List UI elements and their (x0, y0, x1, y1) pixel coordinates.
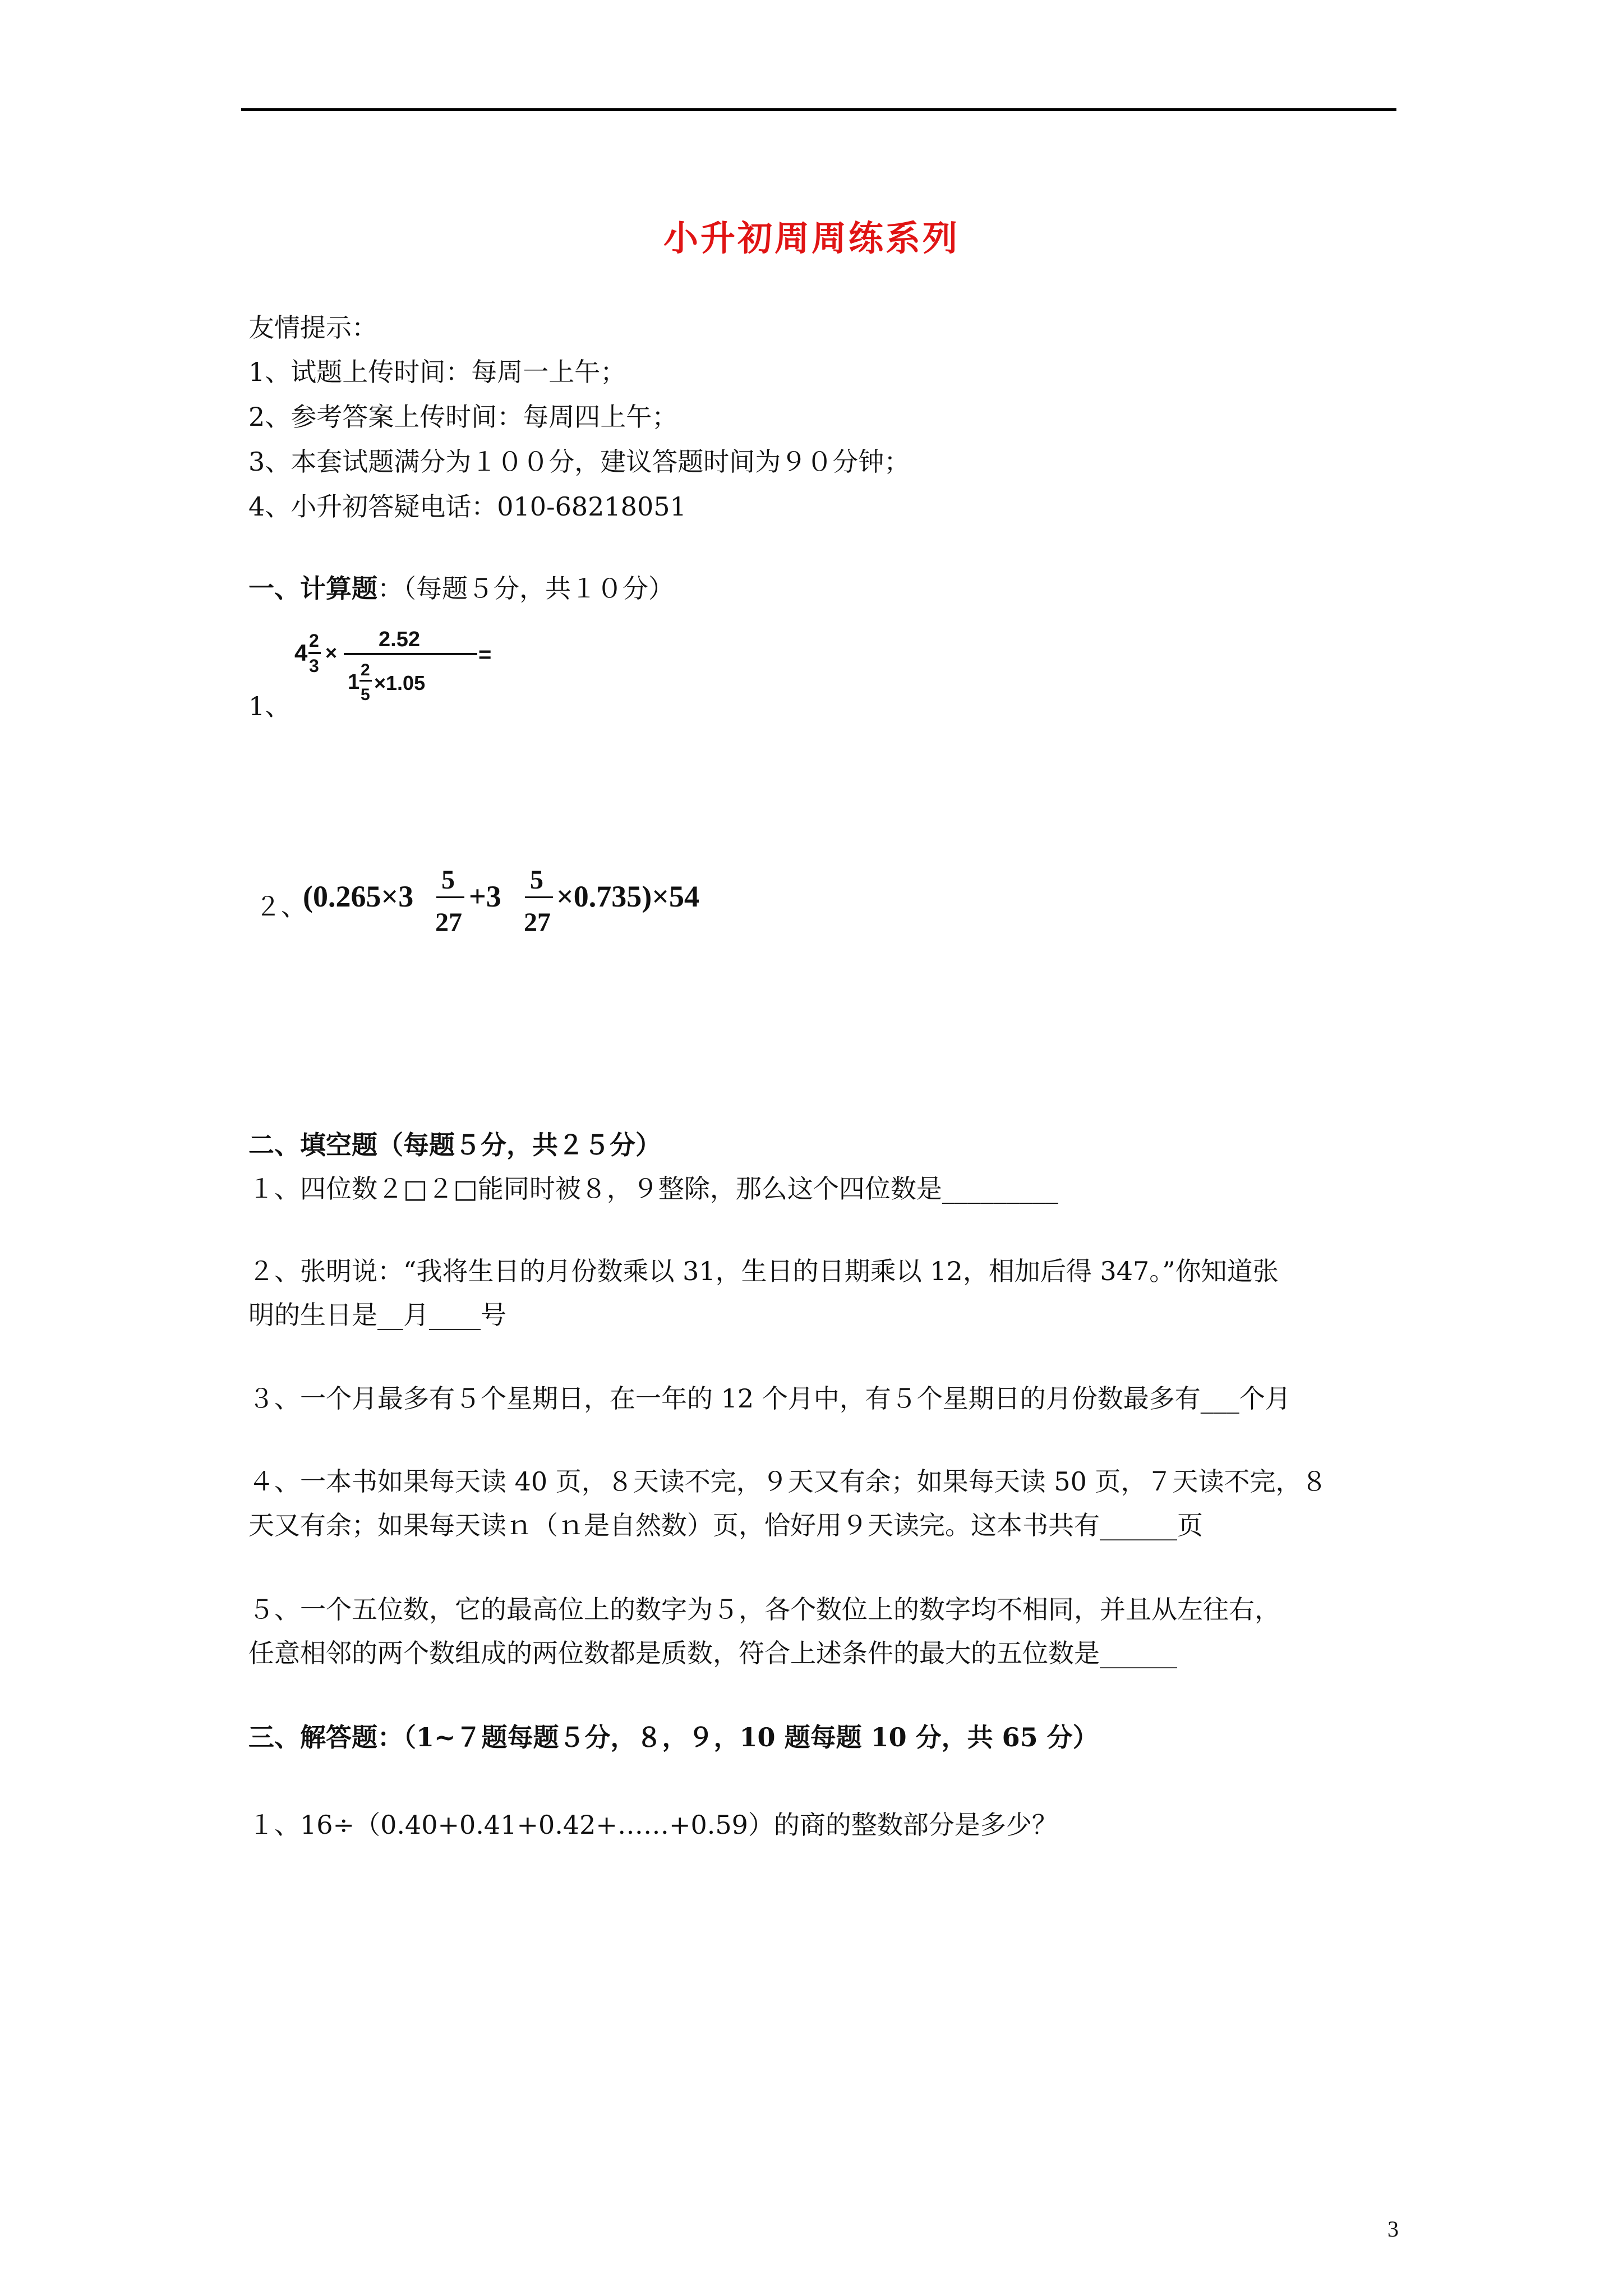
tip-item-4: 4、小升初答疑电话：010-68218051 (248, 491, 686, 522)
f2-d1: 27 (435, 908, 462, 937)
f1-top: 2.52 (379, 628, 420, 651)
f2-mid: +3 (469, 880, 501, 913)
f1-den: 3 (309, 656, 319, 676)
q1-label: 1、 (248, 691, 291, 721)
formula-q1 (294, 622, 502, 711)
s2-question-5a: ５、一个五位数，它的最高位上的数字为５，各个数位上的数字均不相同，并且从左往右， (248, 1594, 1280, 1625)
tips-heading: 友情提示： (248, 312, 377, 343)
f2-d2: 27 (524, 908, 551, 937)
f2-n2: 5 (530, 865, 543, 895)
section1-heading (248, 571, 674, 606)
section1-note: ：（每题５分，共１０分） (377, 573, 674, 604)
formula-q2 (303, 864, 751, 948)
tip-item-2: 2、参考答案上传时间：每周四上午； (248, 402, 678, 432)
s2-question-1: １、四位数２□２□能同时被８，９整除，那么这个四位数是_________ (248, 1174, 1058, 1204)
s3-question-1: １、16÷（0.40+0.41+0.42+……+0.59）的商的整数部分是多少？ (248, 1810, 1058, 1840)
f1-bwhole: 1 (348, 670, 360, 694)
s2-question-4a: ４、一本书如果每天读 40 页，８天读不完，９天又有余；如果每天读 50 页，７天读不完，８ (248, 1466, 1327, 1497)
section2-heading: 二、填空题（每题５分，共２５分） (248, 1130, 661, 1160)
tip-item-3: 3、本套试题满分为１００分，建议答题时间为９０分钟； (248, 447, 910, 477)
section3-heading: 三、解答题：（1~７题每题５分，８，９，10 题每题 10 分，共 65 分） (248, 1722, 1099, 1752)
f1-bden: 5 (361, 685, 370, 704)
f2-n1: 5 (441, 865, 455, 895)
s2-question-2a: ２、张明说：“我将生日的月份数乘以 31，生日的日期乘以 12，相加后得 347。”你知道张 (248, 1256, 1279, 1286)
section1-title: 一、计算题 (248, 573, 377, 604)
f1-times: × (325, 641, 338, 664)
f1-eq: = (478, 642, 492, 667)
f1-whole: 4 (294, 639, 308, 666)
f2-open: (0.265×3 (303, 880, 414, 913)
s2-question-5b: 任意相邻的两个数组成的两位数都是质数，符合上述条件的最大的五位数是______ (248, 1638, 1177, 1668)
f1-num: 2 (309, 631, 319, 651)
f2-close: ×0.735)×54 (556, 880, 700, 913)
tip-item-1: 1、试题上传时间：每周一上午； (248, 357, 626, 387)
page-title: 小升初周周练系列 (663, 218, 960, 259)
s2-question-4b: 天又有余；如果每天读ｎ（ｎ是自然数）页，恰好用９天读完。这本书共有______页 (248, 1510, 1203, 1540)
header-rule (241, 108, 1396, 111)
q2-label: ２、 (255, 891, 307, 922)
f1-bnum: 2 (361, 661, 370, 679)
s2-question-3: ３、一个月最多有５个星期日，在一年的 12 个月中，有５个星期日的月份数最多有___个月 (248, 1383, 1291, 1414)
s2-question-2b: 明的生日是__月____号 (248, 1300, 506, 1330)
page-number: 3 (1387, 2216, 1399, 2242)
f1-btail: ×1.05 (374, 671, 426, 694)
